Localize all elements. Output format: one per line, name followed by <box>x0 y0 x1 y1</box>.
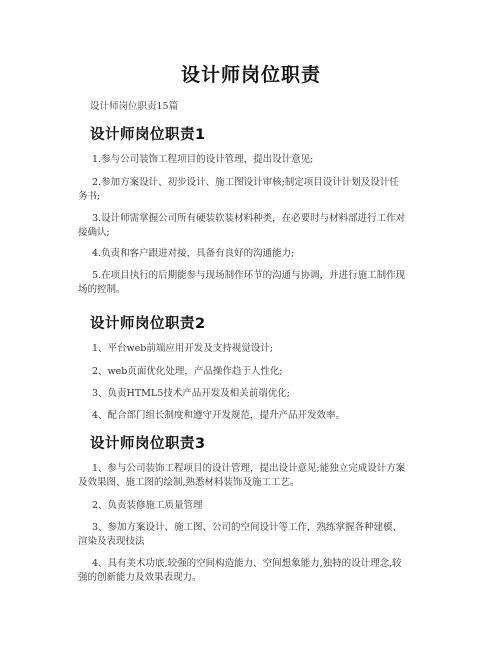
section-1-item-3: 3.设计师需掌握公司所有硬装软装材料种类，在必要时与材料部进行工作对接确认; <box>78 213 406 238</box>
section-3-item-2: 2、负责装修施工质量管理 <box>92 500 203 511</box>
section-3-item-1: 1、参与公司装饰工程项目的设计管理，提出设计意见;能独立完成设计方案及效果图、施工图的绘制,熟悉材料装饰及施工工艺。 <box>78 463 406 488</box>
section-2-item-1: 1、平台web前端应用开发及支持视觉设计; <box>92 343 274 354</box>
section-1-item-2: 2.参加方案设计、初步设计、施工图设计审核;制定项目设计计划及设计任务书; <box>78 177 399 202</box>
section-1-item-4: 4.负责和客户跟进对接，具备有良好的沟通能力; <box>92 248 295 259</box>
section-1-item-1: 1.参与公司装饰工程项目的设计管理，提出设计意见; <box>92 154 314 165</box>
document-subtitle: 设计师岗位职责15篇 <box>90 101 179 112</box>
section-3-item-4: 4、具有美术功底,较强的空间构造能力、空间想象能力,独特的设计理念,较强的创新能力及效果表现力。 <box>78 558 402 583</box>
section-2-item-2: 2、web页面优化处理，产品操作趋于人性化; <box>92 366 283 377</box>
section-1-item-5: 5.在项目执行的后期能参与现场制作环节的沟通与协调，并进行施工制作现场的控制。 <box>78 270 406 295</box>
section-heading-1: 设计师岗位职责1 <box>90 127 206 143</box>
document-title: 设计师岗位职责 <box>180 64 321 86</box>
section-2-item-4: 4、配合部门组长制度和遵守开发规范，提升产品开发效率。 <box>92 410 346 421</box>
section-heading-2: 设计师岗位职责2 <box>90 316 206 332</box>
section-2-item-3: 3、负责HTML5技术产品开发及相关前端优化; <box>92 388 290 399</box>
section-3-item-3: 3、参加方案设计、施工图、公司的空间设计等工作，熟练掌握各种建模、渲染及表现技法 <box>78 522 403 547</box>
section-heading-3: 设计师岗位职责3 <box>90 436 206 452</box>
